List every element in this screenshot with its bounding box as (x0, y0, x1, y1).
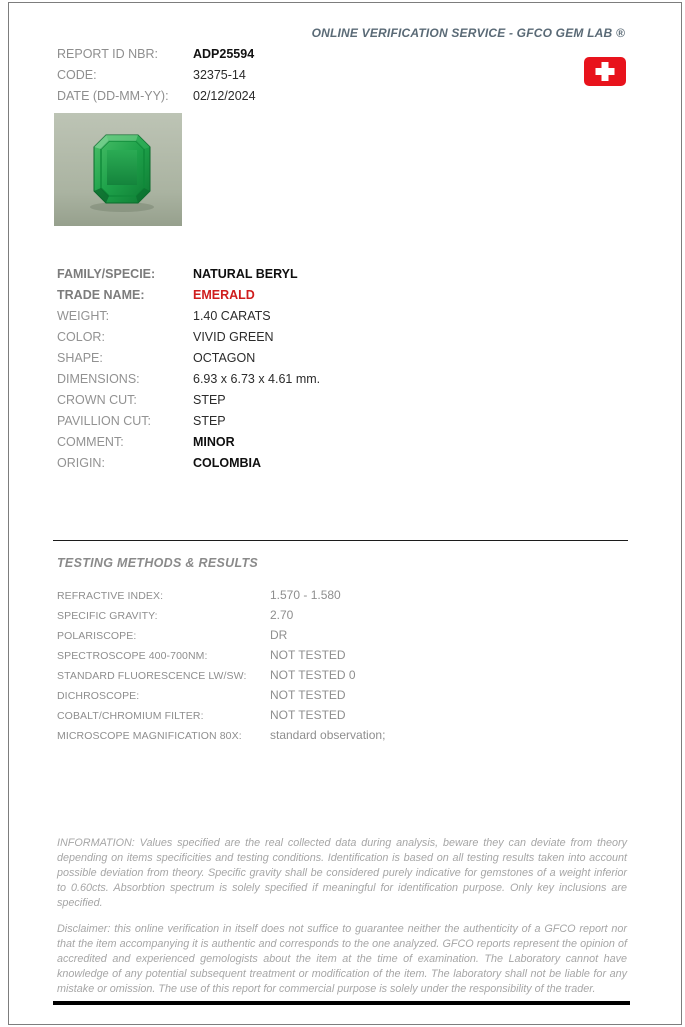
testing-value: DR (270, 628, 288, 642)
testing-row-polariscope (57, 626, 385, 646)
testing-row-dichroscope (57, 686, 385, 706)
detail-value: VIVID GREEN (193, 330, 274, 344)
testing-row-refractive-index (57, 586, 385, 606)
code-value: 32375-14 (193, 68, 246, 82)
code-row (57, 65, 246, 86)
report-id-label: REPORT ID NBR: (57, 47, 158, 61)
testing-label: STANDARD FLUORESCENCE LW/SW: (57, 670, 247, 682)
testing-row-fluorescence (57, 666, 385, 686)
detail-value: 1.40 CARATS (193, 309, 271, 323)
testing-value: 2.70 (270, 608, 294, 622)
information-paragraph: INFORMATION: Values specified are the real collected data during analysis, beware they can deviate from theory depending on items specificities and testing conditions. Identification is based on all testing results taken into account possible deviation from theory. Specific gravity shall be considered purely indicative for gemstones of a weight inferior to 0.60cts. Absorbtion spectrum is solely specified if meaningful for identification purpose. Only key inclusions are specified. (57, 837, 627, 909)
testing-label: POLARISCOPE: (57, 630, 137, 642)
detail-row-comment (57, 432, 320, 453)
testing-label: REFRACTIVE INDEX: (57, 590, 164, 602)
detail-row-dimensions (57, 369, 320, 390)
gem-photo (54, 113, 182, 226)
detail-row-crown-cut (57, 390, 320, 411)
testing-label: SPECIFIC GRAVITY: (57, 610, 158, 622)
detail-label: COLOR: (57, 330, 105, 344)
testing-label: COBALT/CHROMIUM FILTER: (57, 710, 204, 722)
detail-row-origin (57, 453, 320, 474)
testing-label: DICHROSCOPE: (57, 690, 140, 702)
testing-value: standard observation; (270, 728, 386, 742)
detail-value: COLOMBIA (193, 456, 262, 470)
testing-value: NOT TESTED 0 (270, 668, 356, 682)
detail-row-family (57, 264, 320, 285)
detail-value: 6.93 x 6.73 x 4.61 mm. (193, 372, 321, 386)
disclaimer-paragraph: Disclaimer: this online verification in itself does not suffice to guarantee neither the authenticity of a GFCO report nor that the item accompanying it is authentic and corresponds to the one analyzed. GFCO reports represent the opinion of accredited and experienced gemologists about the item at the time of examination. The Laboratory cannot have knowledge of any potential subsequent treatment or modification of the item. The laboratory shall not be liable for any mistake or omission. The use of this report for commercial purpose is solely under the responsibility of the trader. (57, 923, 627, 995)
detail-row-pavillion-cut (57, 411, 320, 432)
date-value: 02/12/2024 (193, 89, 256, 103)
date-label: DATE (DD-MM-YY): (57, 89, 169, 103)
code-label: CODE: (57, 68, 97, 82)
testing-label: SPECTROSCOPE 400-700NM: (57, 650, 208, 662)
testing-value: 1.570 - 1.580 (270, 588, 341, 602)
detail-value: STEP (193, 393, 226, 407)
details-section (57, 264, 320, 474)
swiss-flag-icon (584, 57, 626, 86)
testing-section (57, 586, 385, 746)
detail-value: MINOR (193, 435, 235, 449)
detail-value: NATURAL BERYL (193, 267, 298, 281)
report-id-row (57, 44, 254, 65)
detail-label: FAMILY/SPECIE: (57, 267, 156, 281)
detail-label: PAVILLION CUT: (57, 414, 152, 428)
detail-value: STEP (193, 414, 226, 428)
testing-row-spectroscope (57, 646, 385, 666)
detail-label: WEIGHT: (57, 309, 110, 323)
detail-row-color (57, 327, 320, 348)
detail-label: ORIGIN: (57, 456, 105, 470)
detail-label: SHAPE: (57, 351, 103, 365)
detail-label: TRADE NAME: (57, 288, 145, 302)
report-id-value: ADP25594 (193, 47, 255, 61)
detail-label: DIMENSIONS: (57, 372, 140, 386)
testing-row-cobalt-filter (57, 706, 385, 726)
testing-value: NOT TESTED (270, 708, 346, 722)
testing-heading: TESTING METHODS & RESULTS (57, 556, 259, 570)
testing-label: MICROSCOPE MAGNIFICATION 80X: (57, 730, 242, 742)
section-divider-line (53, 540, 628, 541)
bottom-rule (53, 1001, 630, 1005)
emerald-gem (94, 135, 150, 203)
detail-label: COMMENT: (57, 435, 124, 449)
detail-row-shape (57, 348, 320, 369)
detail-row-trade-name (57, 285, 320, 306)
detail-row-weight (57, 306, 320, 327)
testing-row-microscope (57, 726, 385, 746)
date-row (57, 86, 256, 107)
detail-value: OCTAGON (193, 351, 256, 365)
service-title: ONLINE VERIFICATION SERVICE - GFCO GEM LAB ® (311, 26, 625, 40)
testing-row-specific-gravity (57, 606, 385, 626)
testing-value: NOT TESTED (270, 648, 346, 662)
detail-value: EMERALD (193, 288, 255, 302)
detail-label: CROWN CUT: (57, 393, 137, 407)
testing-value: NOT TESTED (270, 688, 346, 702)
